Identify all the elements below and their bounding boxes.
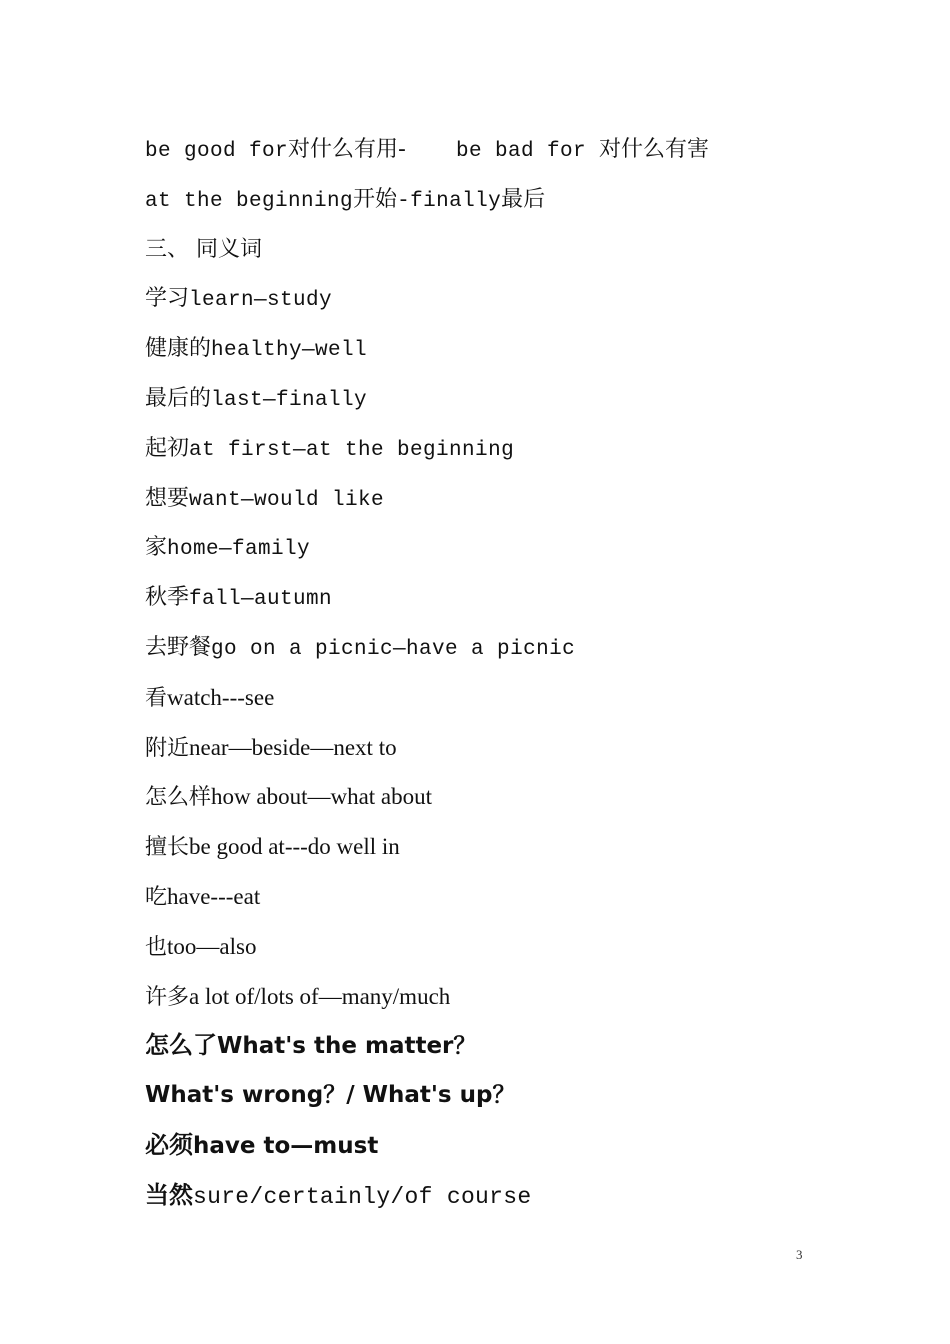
synonym-line: [145, 474, 905, 524]
page-number: 3: [796, 1247, 803, 1262]
line-en: learn—study: [189, 289, 333, 313]
line-text: 对什么有用-: [288, 137, 406, 162]
line-zh: 去野餐: [145, 634, 212, 660]
line-zh: 家: [145, 535, 168, 561]
line-en: have---eat: [167, 883, 261, 909]
synonym-line-bold: [145, 1171, 905, 1221]
synonym-line: [145, 972, 905, 1022]
line-en: last—finally: [211, 388, 368, 412]
line-zh: 怎么了: [145, 1031, 217, 1060]
line-en: at first—at the beginning: [189, 438, 515, 462]
line-en: a lot of/lots of—many/much: [189, 983, 451, 1009]
line-en: go on a picnic—have a picnic: [211, 637, 576, 661]
line-en: healthy—well: [211, 339, 368, 363]
line-zh: 许多: [145, 984, 190, 1010]
line-en: fall—autumn: [189, 588, 333, 612]
synonym-line: [145, 772, 905, 822]
section-heading: [145, 225, 905, 275]
line-text: be bad for: [455, 140, 600, 163]
line-zh: 学习: [145, 286, 190, 312]
synonym-line: [145, 723, 905, 773]
vocabulary-list: [145, 125, 905, 1221]
line-text: at the beginning: [145, 189, 354, 213]
line-en: home—family: [167, 538, 311, 562]
line-zh: 怎么样: [145, 785, 212, 811]
line-en: too—also: [167, 933, 257, 959]
synonym-line: [145, 822, 905, 872]
line-text: 对什么有害: [599, 137, 710, 162]
line-en: how about—what about: [211, 784, 433, 810]
synonym-line-bold: [145, 1121, 905, 1171]
line-en: have to—must: [193, 1132, 379, 1159]
line-zh: 当然: [145, 1180, 193, 1209]
line-zh: 吃: [145, 884, 168, 910]
line-zh: 擅长: [145, 835, 190, 861]
line-en: watch---see: [167, 684, 275, 710]
line-zh: 也: [145, 934, 168, 960]
line-text: 开始: [353, 186, 398, 212]
line-en: be good at---do well in: [189, 834, 400, 860]
line-zh: 秋季: [145, 585, 190, 611]
synonym-line: [145, 424, 905, 474]
synonym-line: [145, 523, 905, 573]
line-zh: 最后的: [145, 385, 212, 411]
line-zh: 起初: [145, 435, 190, 461]
line-en: sure/certainly/of course: [193, 1183, 532, 1210]
synonym-line: [145, 623, 905, 673]
line-en: near—beside—next to: [189, 734, 397, 760]
synonym-line: [145, 324, 905, 374]
line-zh: 想要: [145, 485, 190, 511]
synonym-line: [145, 374, 905, 424]
line-zh: 附近: [145, 735, 190, 761]
synonym-line: [145, 274, 905, 324]
section-title: 三、 同义词: [145, 236, 262, 262]
line-text: be good for: [145, 140, 289, 163]
line-text: -finally: [397, 189, 502, 213]
line-en: want—would like: [189, 488, 385, 512]
line-zh: 必须: [145, 1130, 193, 1159]
synonym-line: [145, 922, 905, 972]
line-zh: 健康的: [145, 336, 212, 362]
antonym-line-good-bad: [145, 125, 905, 175]
synonym-line: [145, 673, 905, 723]
line-en: What's wrong？/ What's up？: [145, 1082, 516, 1109]
line-text: 最后: [501, 186, 546, 212]
synonym-line-bold: [145, 1021, 905, 1071]
synonym-line: [145, 872, 905, 922]
line-en: What's the matter？: [217, 1033, 477, 1060]
synonym-line-bold: [145, 1071, 905, 1121]
antonym-line-beginning-finally: [145, 175, 905, 225]
line-zh: 看: [145, 685, 168, 711]
synonym-line: [145, 573, 905, 623]
